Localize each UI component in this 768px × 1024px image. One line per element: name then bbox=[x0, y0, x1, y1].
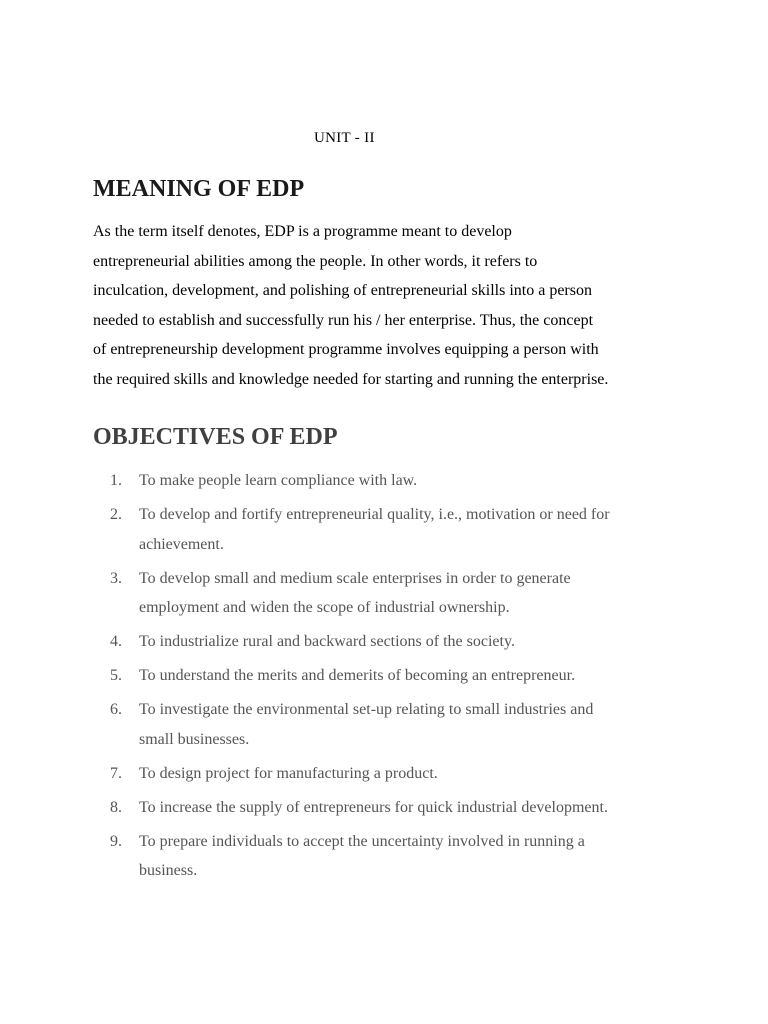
objective-text: To investigate the environmental set-up relating to small industries and bbox=[139, 701, 594, 718]
objective-number: 9. bbox=[110, 832, 122, 850]
objective-item bbox=[0, 695, 768, 754]
objective-text: To increase the supply of entrepreneurs for quick industrial development. bbox=[139, 798, 608, 816]
objective-item bbox=[0, 759, 768, 789]
objectives-heading: OBJECTIVES OF EDP bbox=[93, 424, 338, 450]
objective-text: small businesses. bbox=[139, 730, 250, 748]
meaning-line: of entrepreneurship development programme involves equipping a person with bbox=[93, 341, 599, 359]
objective-item bbox=[0, 466, 768, 496]
meaning-line: inculcation, development, and polishing of entrepreneurial skills into a person bbox=[93, 282, 592, 300]
meaning-line: entrepreneurial abilities among the people. In other words, it refers to bbox=[93, 252, 538, 270]
meaning-line: needed to establish and successfully run his / her enterprise. Thus, the concept bbox=[93, 311, 594, 329]
objective-item bbox=[0, 661, 768, 691]
objective-number: 1. bbox=[110, 472, 122, 489]
objective-number: 7. bbox=[110, 764, 122, 782]
meaning-line: As the term itself denotes, EDP is a programme meant to develop bbox=[93, 223, 512, 240]
meaning-line: the required skills and knowledge needed for starting and running the enterprise. bbox=[93, 370, 609, 388]
objective-item bbox=[0, 627, 768, 657]
meaning-heading: MEANING OF EDP bbox=[93, 176, 305, 202]
objectives-list bbox=[0, 466, 768, 890]
objective-number: 6. bbox=[110, 701, 122, 718]
objective-number: 3. bbox=[110, 569, 122, 587]
objective-text: To prepare individuals to accept the uncertainty involved in running a bbox=[139, 832, 585, 850]
objective-item bbox=[0, 500, 768, 559]
objective-text: To industrialize rural and backward sections of the society. bbox=[139, 633, 515, 650]
objective-text: To develop small and medium scale enterprises in order to generate bbox=[139, 569, 571, 587]
objective-text: achievement. bbox=[139, 535, 224, 553]
objective-number: 4. bbox=[110, 633, 122, 650]
objective-number: 8. bbox=[110, 798, 122, 816]
objective-text: To design project for manufacturing a product. bbox=[139, 764, 438, 782]
objective-text: To develop and fortify entrepreneurial quality, i.e., motivation or need for bbox=[139, 506, 610, 523]
objective-item bbox=[0, 827, 768, 886]
objective-text: employment and widen the scope of industrial ownership. bbox=[139, 599, 510, 616]
objective-number: 5. bbox=[110, 667, 122, 684]
objective-text: To understand the merits and demerits of becoming an entrepreneur. bbox=[139, 667, 576, 684]
objective-text: business. bbox=[139, 862, 198, 879]
objective-number: 2. bbox=[110, 506, 122, 523]
meaning-paragraph bbox=[93, 217, 693, 395]
objective-item bbox=[0, 793, 768, 823]
objective-text: To make people learn compliance with law. bbox=[139, 472, 418, 489]
objective-item bbox=[0, 564, 768, 623]
unit-title: UNIT - II bbox=[314, 130, 375, 146]
